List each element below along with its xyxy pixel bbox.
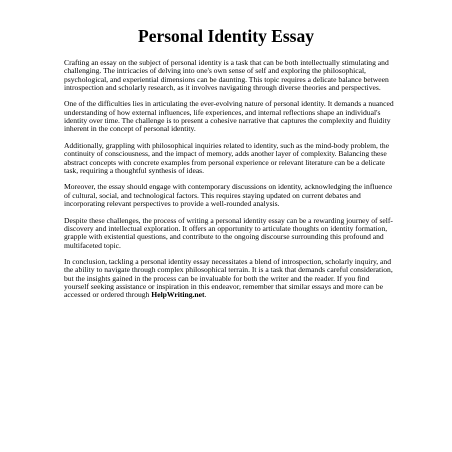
conclusion-text: In conclusion, tackling a personal identity essay necessitates a blend of introspection, scholarly inquiry, and the ability to navigate through complex philosophical terrain. It is a task that demands careful consideration, but the insights gained in the process can be invaluable for both the writer and the reader. If you find yourself seeking assistance or inspiration in this endeavor, remember that similar essays and more can be accessed or ordered through (64, 257, 393, 300)
paragraph-2: One of the difficulties lies in articulating the ever-evolving nature of personal identity. It demands a nuanced understanding of how external influences, life experiences, and internal reflections shape an individual's identity over time. The challenge is to present a cohesive narrative that captures the complexity and fluidity inherent in the concept of personal identity. (64, 99, 394, 134)
essay-body (64, 59, 394, 308)
paragraph-1: Crafting an essay on the subject of personal identity is a task that can be both intellectually stimulating and challenging. The intricacies of delving into one's own sense of self and exploring the philosophical, psychological, and experiential dimensions can be daunting. This topic requires a delicate balance between introspection and scholarly research, as it involves navigating through diverse theories and perspectives. (64, 58, 389, 92)
paragraph-3: Additionally, grappling with philosophical inquiries related to identity, such as the mind-body problem, the continuity of consciousness, and the impact of memory, adds another layer of complexity. Balancing these abstract concepts with concrete examples from personal experience or relevant literature can be a delicate task, requiring a thoughtful synthesis of ideas. (64, 140, 390, 175)
brand-link[interactable]: HelpWriting.net (151, 290, 205, 300)
conclusion-end: . (204, 290, 207, 300)
page-title: Personal Identity Essay (138, 26, 314, 46)
paragraph-conclusion (64, 258, 394, 299)
paragraph-4: Moreover, the essay should engage with contemporary discussions on identity, acknowledging the influence of cultural, social, and technological factors. This requires staying updated on current debates and incorporating relevant perspectives to provide a well-rounded analysis. (64, 182, 393, 209)
paragraph-5: Despite these challenges, the process of writing a personal identity essay can be a rewarding journey of self-discovery and intellectual exploration. It offers an opportunity to articulate thoughts on identity formation, grapple with existential questions, and contribute to the ongoing discourse surrounding this profound and multifaceted topic. (64, 215, 393, 250)
